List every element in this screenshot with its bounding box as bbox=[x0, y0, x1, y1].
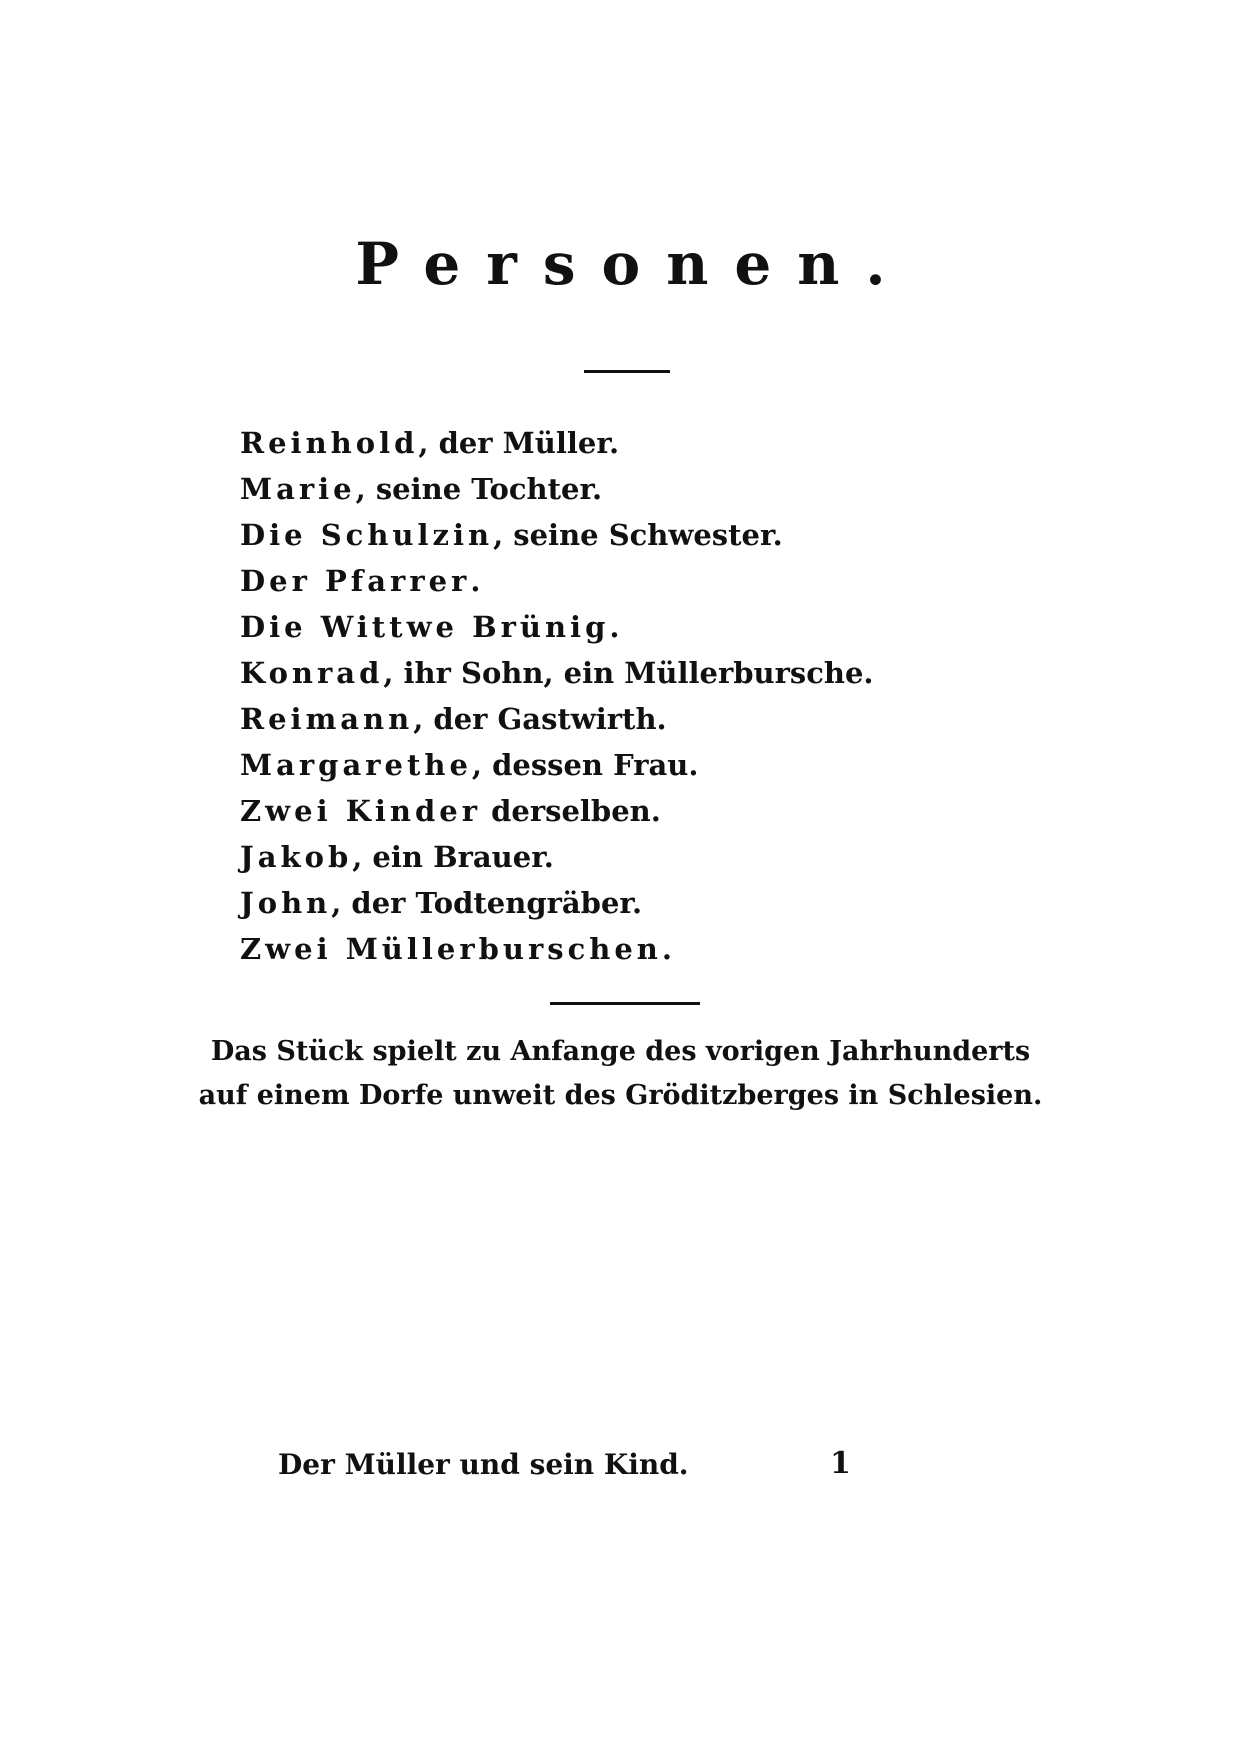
cast-name: Zwei Kinder bbox=[240, 794, 482, 828]
cast-description: , seine Schwester. bbox=[493, 518, 783, 552]
cast-name: Reinhold bbox=[240, 426, 419, 460]
cast-description: , der Gastwirth. bbox=[413, 702, 667, 736]
cast-name: Jakob bbox=[240, 840, 353, 874]
page-heading: Personen. bbox=[355, 230, 912, 298]
cast-item bbox=[240, 420, 874, 466]
cast-description: , dessen Frau. bbox=[471, 748, 699, 782]
cast-item bbox=[240, 834, 874, 880]
cast-name: Zwei Müllerburschen bbox=[240, 932, 662, 966]
cast-name: Reimann bbox=[240, 702, 414, 736]
cast-name: Margarethe bbox=[240, 748, 472, 782]
cast-description: . bbox=[609, 610, 620, 644]
cast-item bbox=[240, 696, 874, 742]
cast-name: Konrad bbox=[240, 656, 384, 690]
cast-name: John bbox=[240, 886, 332, 920]
cast-item bbox=[240, 512, 874, 558]
cast-description: , der Todtengräber. bbox=[331, 886, 643, 920]
cast-item bbox=[240, 880, 874, 926]
cast-description: . bbox=[470, 564, 481, 598]
setting-note bbox=[0, 1030, 1241, 1118]
setting-line: Das Stück spielt zu Anfange des vorigen Jahrhunderts bbox=[210, 1036, 1031, 1067]
page-number: 1 bbox=[830, 1446, 851, 1481]
cast-name: Die Schulzin bbox=[240, 518, 494, 552]
cast-description: derselben. bbox=[481, 794, 661, 828]
cast-item bbox=[240, 926, 874, 972]
cast-name: Der Pfarrer bbox=[240, 564, 471, 598]
cast-item bbox=[240, 650, 874, 696]
cast-description: , seine Tochter. bbox=[355, 472, 603, 506]
cast-description: . bbox=[661, 932, 672, 966]
running-footer-title: Der Müller und sein Kind. bbox=[278, 1448, 689, 1481]
cast-description: , ihr Sohn, ein Müllerbursche. bbox=[383, 656, 874, 690]
heading-divider bbox=[584, 370, 670, 373]
cast-item bbox=[240, 558, 874, 604]
cast-item bbox=[240, 742, 874, 788]
cast-item bbox=[240, 466, 874, 512]
cast-name: Die Wittwe Brünig bbox=[240, 610, 610, 644]
cast-list bbox=[240, 420, 874, 972]
cast-item bbox=[240, 604, 874, 650]
cast-description: , der Müller. bbox=[418, 426, 620, 460]
cast-item bbox=[240, 788, 874, 834]
setting-line: auf einem Dorfe unweit des Gröditzberges in Schlesien. bbox=[198, 1080, 1043, 1111]
cast-description: , ein Brauer. bbox=[352, 840, 554, 874]
cast-divider bbox=[550, 1002, 700, 1005]
cast-name: Marie bbox=[240, 472, 356, 506]
